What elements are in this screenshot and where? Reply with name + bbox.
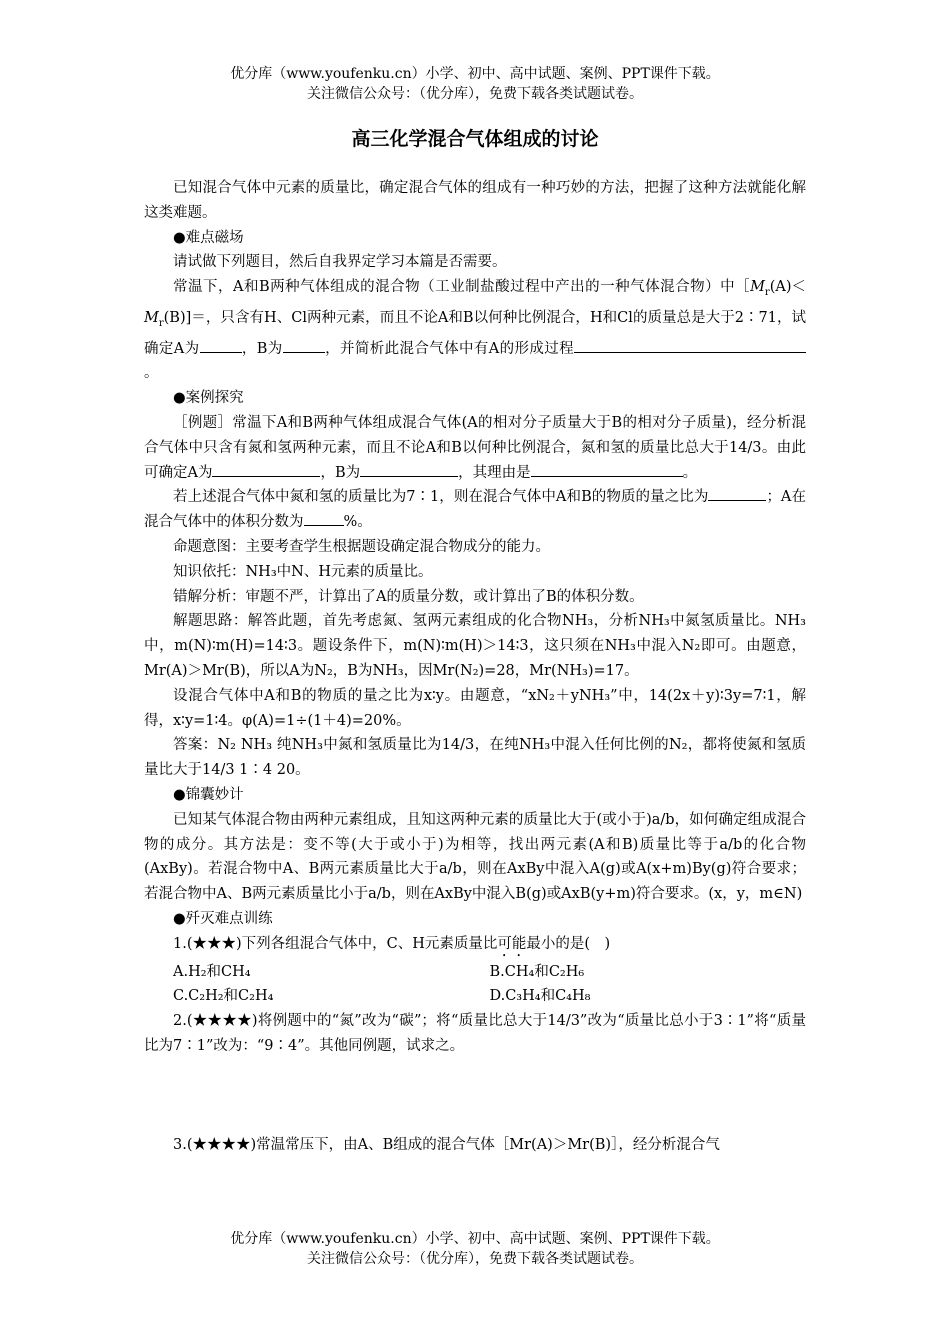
question-1-stem: 1.(★★★)下列各组混合气体中，C、H元素质量比可能最小的是( ) bbox=[173, 935, 611, 952]
answer-blank[interactable] bbox=[574, 338, 806, 353]
header-line-1: 优分库（www.youfenku.cn）小学、初中、高中试题、案例、PPT课件下载。 bbox=[230, 66, 720, 82]
footer-line-1: 优分库（www.youfenku.cn）小学、初中、高中试题、案例、PPT课件下载。 bbox=[230, 1231, 720, 1247]
answer-blank[interactable] bbox=[200, 338, 242, 353]
example-question: ［例题］常温下A和B两种气体组成混合气体(A的相对分子质量大于B的相对分子质量)，经分析混合气体中只含有氮和氢两种元素，而且不论A和B以何种比例混合，氮和氢的质量比总大于14/3。由此可确定A为 ，B为 ，其理由是 。 bbox=[144, 414, 806, 481]
error-analysis-paragraph: 错解分析：审题不严，计算出了A的质量分数，或计算出了B的体积分数。 bbox=[173, 588, 644, 605]
question-1-options-row-1 bbox=[173, 960, 806, 985]
answer-blank[interactable] bbox=[708, 486, 766, 501]
option-d[interactable]: D.C₃H₄和C₄H₈ bbox=[489, 988, 591, 1005]
answer-blank[interactable] bbox=[360, 462, 458, 477]
solution-idea-paragraph: 解题思路：解答此题，首先考虑氮、氢两元素组成的化合物NH₃，分析NH₃中氮氢质量比。NH₃中，m(N)∶m(H)=14∶3。题设条件下，m(N)∶m(H)＞14∶3，这只须在NH₃中混入N₂即可。由题意，Mr(A)＞Mr(B)，所以A为N₂，B为NH₃，因Mr(N₂)=28，Mr(NH₃)=17。 bbox=[144, 613, 806, 679]
try-instruction: 请试做下列题目，然后自我界定学习本篇是否需要。 bbox=[173, 254, 507, 271]
answer-blank[interactable] bbox=[304, 511, 344, 526]
pre-question: 常温下，A和B两种气体组成的混合物（工业制盐酸过程中产出的一种气体混合物）中$[M_r(A)<M_r(B)]=$，只含有H、Cl两种元素，而且不论A和B以何种比例混合，H和Cl的质量总是大于2∶71，试确定A为 ，B为 ，并简析此混合气体中有A的形成过程。 bbox=[144, 279, 806, 382]
page-footer bbox=[0, 1229, 950, 1269]
answer-paragraph: 答案：N₂ NH₃ 纯NH₃中氮和氢质量比为14/3，在纯NH₃中混入任何比例的N₂，都将使氮和氢质量比大于14/3 1∶4 20。 bbox=[144, 737, 806, 779]
document-body bbox=[144, 176, 806, 1158]
question-1-options-row-2 bbox=[173, 984, 806, 1009]
section-heading-tips: ●锦囊妙计 bbox=[173, 786, 244, 803]
answer-blank[interactable] bbox=[212, 462, 320, 477]
answer-blank[interactable] bbox=[283, 338, 325, 353]
basis-paragraph: 知识依托：NH₃中N、H元素的质量比。 bbox=[173, 563, 433, 580]
option-c[interactable]: C.C₂H₂和C₂H₄ bbox=[173, 988, 274, 1005]
page-header bbox=[0, 64, 950, 104]
intent-paragraph: 命题意图：主要考查学生根据题设确定混合物成分的能力。 bbox=[173, 538, 550, 555]
intro-paragraph: 已知混合气体中元素的质量比，确定混合气体的组成有一种巧妙的方法，把握了这种方法就能化解这类难题。 bbox=[144, 180, 806, 221]
section-heading-case: ●案例探究 bbox=[173, 390, 244, 407]
document-title: 高三化学混合气体组成的讨论 bbox=[351, 128, 599, 150]
section-heading-difficulty: ●难点磁场 bbox=[173, 229, 244, 246]
option-b[interactable]: B.CH₄和C₂H₆ bbox=[489, 963, 585, 980]
example-followup: 若上述混合气体中氮和氢的质量比为7∶1，则在混合气体中A和B的物质的量之比为 ；A在混合气体中的体积分数为 %。 bbox=[144, 485, 806, 535]
question-3: 3.(★★★★)常温常压下，由A、B组成的混合气体［Mr(A)＞Mr(B)］，经分析混合气 bbox=[173, 1136, 720, 1153]
header-line-2: 关注微信公众号：（优分库），免费下载各类试题试卷。 bbox=[307, 86, 643, 102]
tip-paragraph: 已知某气体混合物由两种元素组成，且知这两种元素的质量比大于(或小于)a/b，如何确定组成混合物的成分。其方法是：变不等(大于或小于)为相等，找出两元素(A和B)质量比等于a/b的化合物(AxBy)。若混合物中A、B两元素质量比大于a/b，则在AxBy中混入A(g)或A(x+m)By(g)符合要求；若混合物中A、B两元素质量比小于a/b，则在AxBy中混入B(g)或AxB(y+m)符合要求。(x，y，m∈N) bbox=[144, 811, 806, 903]
answer-space bbox=[144, 1059, 806, 1133]
question-2: 2.(★★★★)将例题中的“氮”改为“碳”；将“质量比总大于14/3”改为“质量比总小于3∶1”将“质量比为7∶1”改为：“9∶4”。其他同例题，试求之。 bbox=[144, 1013, 806, 1055]
option-a[interactable]: A.H₂和CH₄ bbox=[173, 963, 251, 980]
calculation-paragraph: 设混合气体中A和B的物质的量之比为x∶y。由题意，“xN₂＋yNH₃”中，14(2x＋y)∶3y=7∶1，解得，x∶y=1∶4。φ(A)=1÷(1＋4)=20%。 bbox=[144, 687, 806, 729]
footer-line-2: 关注微信公众号：（优分库），免费下载各类试题试卷。 bbox=[307, 1251, 643, 1267]
emphasis-text: 可能 bbox=[497, 935, 527, 952]
answer-blank[interactable] bbox=[531, 462, 683, 477]
section-heading-training: ●歼灭难点训练 bbox=[173, 910, 273, 927]
